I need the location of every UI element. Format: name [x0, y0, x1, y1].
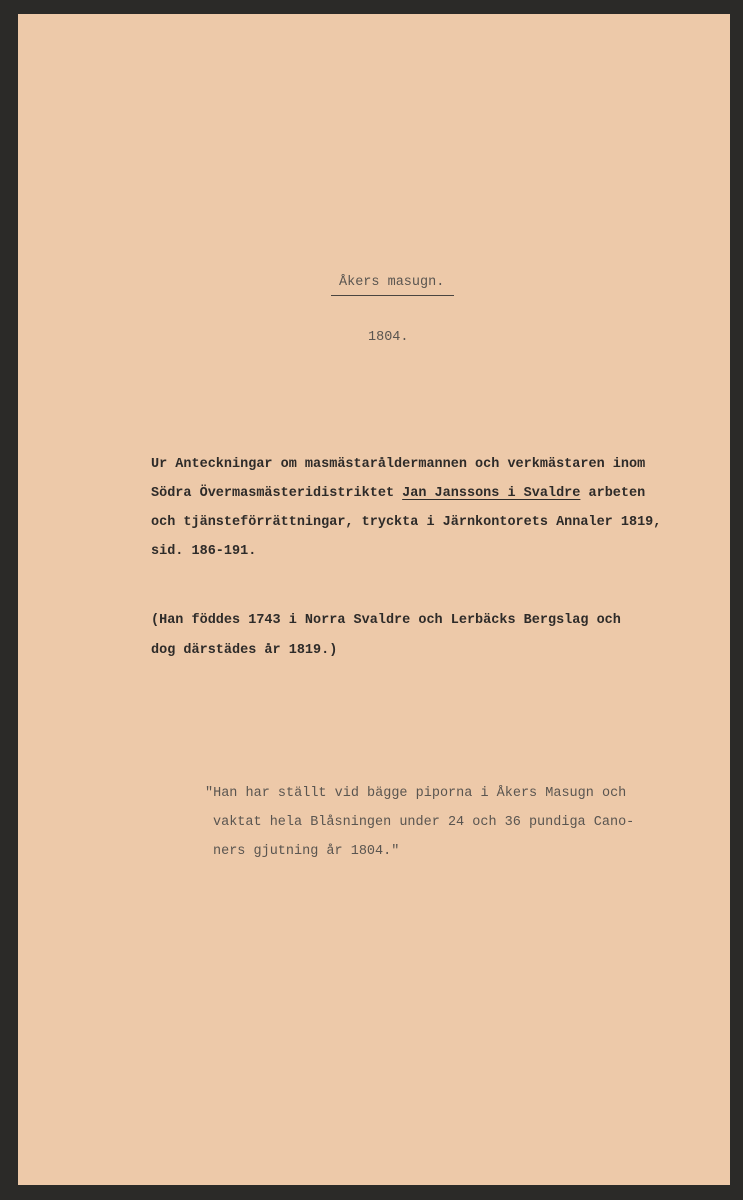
underlined-name: Jan Janssons i Svaldre	[402, 486, 581, 501]
paragraph1-line4: sid. 186-191.	[151, 544, 257, 559]
paragraph2-line2: dog därstädes år 1819.)	[151, 643, 338, 658]
paragraph1-line2-before: Södra Övermasmästeridistriktet	[151, 486, 403, 501]
document-page	[18, 14, 730, 1185]
title-underline	[331, 295, 454, 296]
paragraph1-line2	[151, 486, 645, 501]
document-year: 1804.	[368, 330, 409, 345]
quote-line1: "Han har ställt vid bägge piporna i Åkers Masugn och	[205, 786, 627, 801]
paragraph1-line2-after: arbeten	[580, 486, 646, 501]
paragraph1-line3: och tjänsteförrättningar, tryckta i Järnkontorets Annaler 1819,	[151, 515, 662, 530]
paragraph2-line1: (Han föddes 1743 i Norra Svaldre och Lerbäcks Bergslag och	[151, 613, 621, 628]
document-title: Åkers masugn.	[339, 275, 445, 290]
quote-line3: ners gjutning år 1804."	[213, 844, 400, 859]
quote-line2: vaktat hela Blåsningen under 24 och 36 pundiga Cano-	[213, 815, 635, 830]
paragraph1-line1: Ur Anteckningar om masmästaråldermannen och verkmästaren inom	[151, 457, 646, 472]
